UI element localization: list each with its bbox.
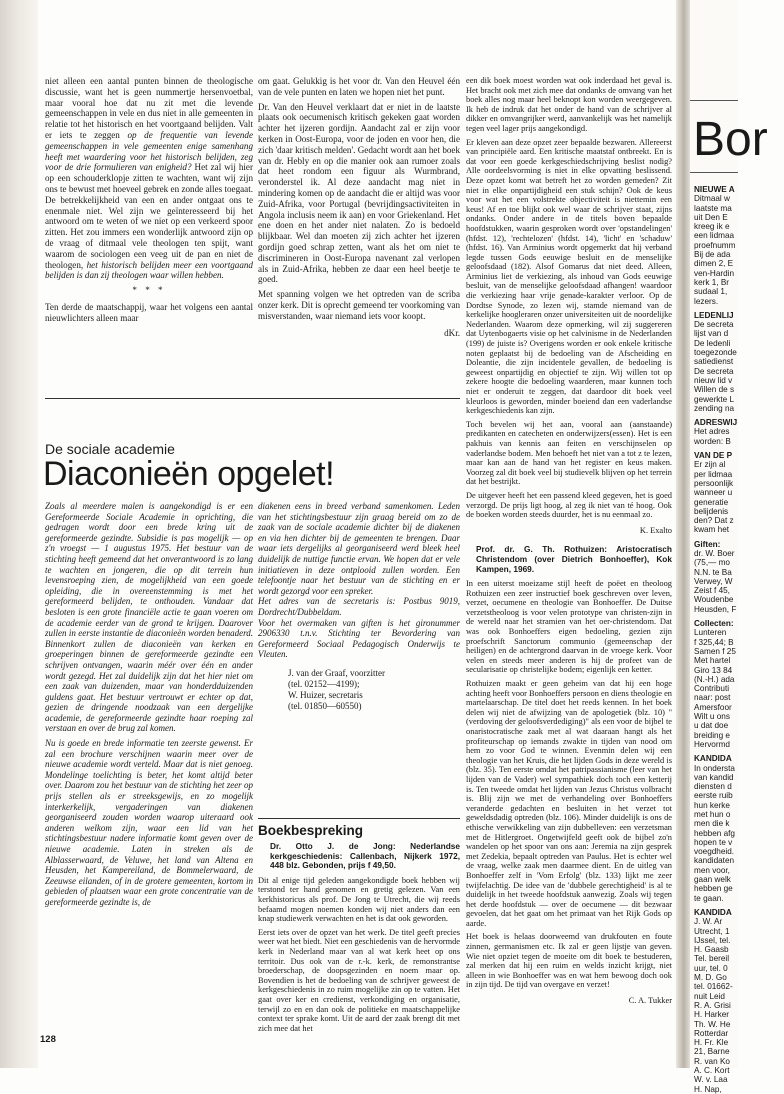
adjacent-page-line: LEDENLIJ (694, 310, 734, 320)
adjacent-page-line: Het adres (694, 427, 730, 437)
boekbespreking-column (258, 842, 460, 1037)
adjacent-page-line: te gaan. (694, 893, 724, 903)
adjacent-page-line: ven-Hardin (694, 268, 735, 278)
adjacent-page-line: eerste ruib (694, 791, 733, 801)
adjacent-page-line: Lunteren (694, 628, 727, 638)
text-run-italic: het historisch belijden meer een voortgaand belijden is dan zij theologen waar willen hebben. (45, 259, 253, 281)
review-paragraph: een dik boek moest worden wat ook inderdaad het geval is. Het bracht ook met zich mee dat ondanks de omvang van het boek alles nog maar heel beknopt kon worden weergegeven. Ik heb de indruk dat het onder de hand van de schrijver al dikker en omvangrijker werd, aanvankelijk was het namelijk tegen veel lager prijs aangekondigd. (466, 76, 672, 133)
adjacent-page-line: gaan welk (694, 875, 731, 885)
adjacent-page-line: gewerkte L (694, 394, 735, 404)
book-review-column (466, 76, 672, 1006)
adjacent-page-line: f 325,44; B (694, 637, 734, 647)
top-article-column-2 (258, 76, 460, 338)
top-article-paragraph: Met spanning volgen we het optreden van de scriba onzer kerk. Dit is oprecht gemeend ter voorkoming van misverstanden, waar niemand iets voor koopt. (258, 289, 460, 321)
adjacent-page-line: diensten d (694, 782, 732, 792)
section-divider (45, 398, 460, 399)
adjacent-page-line: Ditmaal w (694, 194, 730, 204)
contact-block (288, 668, 460, 712)
review-paragraph: In een uiterst moeizame stijl heeft de poëet en theoloog Rothuizen een zeer instructief boek geschreven over leven, verzet, oecumene en theologie van Bonhoeffer. De Duitse verzetstheoloog is voor velen prototype van christen-zijn in de wereld naar het stramien van het oer-christendom. Dat was ook Bonhoeffers eigen bedoeling, gezien zijn proefschrift Sanctorum communio (gemeenschap der heiligen) en de achtergrond daarvan in de vroege kerk. Voor velen en steeds meer anderen is hij de profeet van de secularisatie op christelijke bodem; eigenlijk een ketter. (466, 579, 672, 675)
adjacent-page-line: belijdenis (694, 506, 729, 516)
adjacent-page-line: Utrecht, 1 (694, 926, 730, 936)
adjacent-page-line: van kandid (694, 772, 734, 782)
adjacent-page-line: H. Fr. Kle (694, 1038, 729, 1048)
adjacent-page-line: VAN DE P (694, 451, 733, 461)
adjacent-page-line: uit Den E (694, 212, 728, 222)
adjacent-page-line: Collecten: (694, 619, 734, 629)
adjacent-page-line: Bij de ada (694, 250, 731, 260)
adjacent-page-line: J. W. Ar (694, 917, 723, 927)
adjacent-page-line: Giften: (694, 539, 721, 549)
review-paragraph: Er kleven aan deze opzet zeer bepaalde bezwaren. Allereerst van principiële aard. Een kritische maatstaf ontbreekt. En is dat voor een goede kerkgeschiedschrijving beslist nodig? Alle oordeelsvorming is niet in elke opvatting beslissend. Deze opzet komt wat betreft het zo worden gemeden? Zit niet in elke onpartijdigheid een stuk schijn? Ook de keus voor wat het een volstrekte objectiviteit is niettemin een keus! Af en toe blijkt ook wel waar de schrijver staat, zijns ondanks. Onder andere in de titels boven bepaalde hoofdstukken, waarin gesproken wordt over 'opstandelingen' (hfdst. 12), 'rechtelozen' (hfdst. 14), 'licht' en 'schaduw' (hfdst. 16). Van Arminius wordt opgemerkt dat hij verband legde tussen Gods eeuwige besluit en de menselijke geloofsdaad (182). Alsof Gomarus dat niet deed. Alleen, Arminius liet de verkiezing, als inhoud van Gods eeuwige besluit, van de menselijke geloofsdaad afhangen! waardoor die verkiezing haar vrije genade-karakter verloor. Op de Dordtse Synode, zo lezen wij, stamde niemand van de kerkelijke hoogleraren onzer universiteiten uit de noordelijke Nederlanden. Waarom deze opmerking, wil zij suggereren dat Uytenbogaerts visie op het calvinisme in de Nederlanden (199) de juiste is? Overigens worden er ook enkele kritische noten geplaatst bij de bedoeling van de Afscheiding en Doleantie, die zijn incidentele gevallen, de bedoeling is geweest onpartijdig en objectief te zijn. Wij willen tot op zekere hoogte die bedoeling waarderen, maar kunnen toch niet er onderuit te zeggen, dat daardoor dit boek veel kleurloos is geworden, minder boeiend dan een vaderlandse kerkgeschiedenis kan zijn. (466, 137, 672, 416)
text-run-italic: op de frequentie van levende gemeenschappen in vele gemeenten enige samenhang heeft met waardering voor het historisch belijden, zeg voor de drie formulieren van enigheid? (45, 129, 253, 173)
adjacent-page-line: voegdheid. (694, 847, 735, 857)
adjacent-page-line: met hun o (694, 810, 731, 819)
adjacent-page-line: persoonlijk (694, 478, 734, 488)
top-article-author: dKr. (444, 327, 460, 338)
adjacent-page-line: dimen 2, E (694, 259, 734, 269)
adjacent-page-line: Contributi (694, 684, 730, 694)
page-number: 128 (40, 1034, 56, 1045)
adjacent-page-line: Wilt u ons (694, 712, 730, 722)
adjacent-page-text (694, 180, 784, 1094)
adjacent-page-line: H. Nap, (694, 1084, 722, 1094)
review-paragraph: Het boek is helaas doorweemd van drukfouten en foute zinnen, germanismen etc. Ik zal er geen lijstje van geven. Wie niet opziet tegen de moeite om dit boek te bestuderen, zal merken dat hij een ruim en welds inzicht krijgt, niet alleen in wie Bonhoeffer was en wat hem bewoog doch ook in zijn tijd. De tijd van overgave en verzet! (466, 932, 672, 990)
adjacent-page-line: Heusden, F (694, 604, 737, 614)
adjacent-page-line: R. A. Grisi (694, 1000, 731, 1010)
adjacent-page-line: sudaal 1, (694, 287, 728, 297)
adjacent-page-line: hun kerke (694, 800, 730, 810)
review-paragraph: Rothuizen maakt er geen geheim van dat hij een hoge achting heeft voor Bonhoeffers persoon en diens theologie en martelaarschap. De titel doet het reeds kennen. In het boek delen wij niet de afwijzing van de apologetiek (blz. 10) "(verdoving der geloofsverdediging)" als een voor de bijbel te onaristocratische zaak met al wat daaraan hangt als het profiteurschap op iemands zwakte in tijden van nood om hem zo voor God te winnen. Evenmin delen wij een theologie van het Kruis, die het lijden Gods in deze wereld is (blz. 35). Ten eerste omdat het patripassianisme (leer van het lijden van de Vader) wel sympathiek doch toch een ketterij is. Ten tweede omdat het lijden van Jezus Christus volbracht is. Blij zijn we met de verhandeling over Bonhoeffers veranderde gedachten en besluiten in het verzet tot geweldsdadig optreden (blz. 106). Minder duidelijk is ons de ethische verwikkeling van zijn dubbelleven: een verzetsman met de Hitlergroet. Ongetwijfeld geeft ook de bijbel zo'n wandelen op het spoor van ons aan: Jeremia na zijn gesprek met Zedekia, bepaalt optreden van Paulus. Het is echter wel de vraag, welke zaak men daarmee dient. En de uitleg van Bonhoeffer zelf in 'Vom Erfolg' (blz. 133) lijkt me zeer twijfelachtig. De idee van de 'dubbele gerechtigheid' is al te duidelijk in het tweede hoofdstuk aanwezig. Zoals wij tegen het derde hoofdstuk — over de oecumene — dit bezwaar gevoelen, dat het gaat om het primaat van het Rijk Gods op aarde. (466, 679, 672, 928)
adjacent-page-line: den? Dat z (694, 516, 734, 526)
adjacent-page-line: NIEUWE A (694, 185, 735, 194)
adjacent-page-line: (N.-H.) ada (694, 674, 735, 684)
adjacent-page-line: naar: post (694, 693, 731, 703)
adjacent-page-line: wanneer u (694, 488, 733, 498)
adjacent-page-line: tel. 01662- (694, 982, 733, 992)
adjacent-page-line: De secreta (694, 320, 734, 330)
adjacent-page-line: 21, Barne (694, 1047, 730, 1057)
adjacent-page-line: laatste ma (694, 203, 732, 213)
adjacent-page-line: hopen te v (694, 837, 733, 847)
adjacent-page-line: hebben afg (694, 828, 735, 838)
adjacent-page-line: worden: B (694, 436, 731, 446)
contact-line: (tel. 02152—4199); (288, 678, 360, 689)
adjacent-page-line: Zeist f 45, (694, 586, 730, 596)
adjacent-page-line: satiedienst (694, 357, 734, 367)
adjacent-page-line: Hervormd (694, 739, 730, 749)
review-section-heading: Boekbespreking (258, 823, 364, 838)
adjacent-page-line: KANDIDA (694, 754, 732, 764)
adjacent-page-line: In ondersta (694, 763, 735, 773)
adjacent-page-line: kerk 1, Br (694, 277, 730, 287)
adjacent-page-line: kwam het (694, 525, 730, 535)
section-divider (258, 818, 460, 819)
adjacent-page-line: een lidmaa (694, 231, 735, 241)
adjacent-page-line: KANDIDA (694, 907, 732, 917)
adjacent-page-line: A. C. Kort (694, 1066, 730, 1076)
adjacent-page-line: men die k (694, 819, 730, 829)
adjacent-page-line: (75,— mo (694, 558, 730, 568)
adjacent-page-line: breiding e (694, 730, 730, 740)
adjacent-page-line: Er zijn al (694, 460, 726, 470)
adjacent-page-title: Bor (693, 113, 768, 166)
academy-paragraph: Zoals al meerdere malen is aangekondigd is er een Gereformeerde Sociale Academie in oprichting, die gedragen wordt door een brede kring uit de gereformeerde gezindte. Subsidie is pas mogelijk — op z'n vroegst — 1 augustus 1975. Het bestuur van de stichting heeft gemeend dat het onverantwoord is zo lang te wachten en jongeren, die op dit terrein hun levensroeping zien, de mogelijkheid van een goede opleiding, die in overeenstemming is met het gereformeerd belijden, te onthouden. Vandaar dat besloten is een grote financiële actie te gaan voeren om de academie eerder van de grond te krijgen. Daarover zullen in eerste instantie de diaconieën worden benaderd. Binnenkort zullen de diaconieën van kerken en groeperingen binnen de gereformeerde gezindte een schrijven ontvangen, waarin méér over één en ander wordt gezegd. Het zal duidelijk zijn dat het hier niet om een zaak van duizenden, maar van honderdduizenden guldens gaat. Het bestuur vertrouwt er echter op dat, gezien de dringende noodzaak van een dergelijke academie, de gereformeerde gezindte haar roeping zal verstaan en over de brug zal komen. (45, 501, 253, 734)
academy-column-1 (45, 501, 253, 912)
adjacent-page-line: Tel. bereil (694, 954, 730, 964)
adjacent-page-line: W. v. Laa (694, 1075, 728, 1085)
adjacent-page-line: nieuw lid v (694, 375, 733, 385)
adjacent-page-line: Rotterdar (694, 1028, 729, 1038)
adjacent-page-line: men voor, (694, 865, 730, 875)
adjacent-page-line: generatie (694, 497, 729, 507)
top-article-paragraph: Dr. Van den Heuvel verklaart dat er niet in de laatste plaats ook oecumenisch kritisch gekeken gaat worden achter het ijzeren gordijn. Aandacht zal er zijn voor kerken in Oost-Europa, voor de joden en voor hen, die zich 'daar kritisch melden'. Gedacht wordt aan het boek van dr. Hebly en op die manier ook aan rumoer zoals dat heet rondom een figuur als Wurmbrand, veronderstel ik. Al deze aandacht mag niet in mindering komen op de aandacht die er altijd was voor Zuid-Afrika, voor Portugal (bevrijdingsactiviteiten in Angola inclusis neem ik aan) en voor Griekenland. Het ene doen en het ander niet nalaten. Zo is bedoeld blijkbaar. Wel dan moeten zij zich achter het ijzeren gordijn goed schrap zetten, want als het om niet te discrimineren in Oost-Europa navenant zal verlopen als in Zuid-Afrika, hebben ze daar een heel beetje te goed. (258, 101, 460, 285)
adjacent-page-line: De secreta (694, 366, 734, 376)
adjacent-page-line: ADRESWIJ (694, 418, 738, 428)
adjacent-page-line: Th. W. He (694, 1019, 731, 1029)
adjacent-page-line: H. Harker (694, 1010, 730, 1020)
adjacent-page (690, 0, 768, 1094)
section-label: De sociale academie (45, 441, 175, 457)
adjacent-page-line: u dat doe (694, 721, 729, 731)
adjacent-page-line: R. van Ko (694, 1056, 730, 1066)
adjacent-page-line: uur, tel. 0 (694, 963, 728, 973)
text-run: niet alleen een aantal punten binnen de theologische discussie, want het is geen nummertje hersenvoetbal, maar vooral hoe dat nu zit met die levende gemeenschappen in vele en dus niet in alle gemeenten in relatie tot het historisch en het voortgaand belijden. Valt er iets te zeggen (45, 76, 253, 140)
review-paragraph: De uitgever heeft het een passend kleed gegeven, het is goed verzorgd. De prijs ligt hoog, al zeg ik niet van té hoog. Ook de boeken worden steeds duurder, het is nu eenmaal zo. (466, 490, 672, 520)
top-article-column-1 (45, 76, 253, 328)
review-paragraph: Dit al enige tijd geleden aangekondigde boek hebben wij terstond ter hand genomen en gretig gelezen. Van een kerkhistoricus als prof. De Jong te Utrecht, die wij reeds befaamd mogen noemen konden wij niet anders dan een knap studiewerk verwachten en het is dat ook geworden. (258, 875, 460, 924)
adjacent-page-line: M. D. Go (694, 973, 727, 983)
adjacent-page-line: proefnumm (694, 240, 736, 250)
adjacent-page-line: Woudenbe (694, 595, 734, 605)
adjacent-page-line: Samen f 25 (694, 646, 736, 656)
adjacent-page-line: De ledenli (694, 338, 731, 348)
page-headline: Diaconieën opgelet! (43, 455, 335, 493)
adjacent-page-line: kandidaten (694, 856, 735, 866)
adjacent-page-line: lezers. (694, 296, 719, 306)
adjacent-page-line: Met hartel (694, 656, 731, 666)
contact-line: J. van der Graaf, voorzitter (288, 667, 385, 678)
adjacent-page-line: per lidmaa (694, 469, 733, 479)
book-reference: Dr. Otto J. de Jong: Nederlandse kerkgeschiedenis: Callenbach, Nijkerk 1972, 448 blz. Gebonden, prijs f 49,50. (270, 841, 460, 871)
adjacent-page-rule (690, 100, 738, 101)
academy-column-2 (258, 501, 460, 712)
adjacent-page-line: H. Gaasb (694, 945, 729, 955)
top-article-paragraph: Ten derde de maatschappij, waar het volgens een aantal nieuwlichters alleen maar (45, 301, 253, 323)
contact-line: W. Huizer, secretaris (288, 689, 363, 700)
adjacent-page-line: toegezonde (694, 348, 737, 358)
book-reference: Prof. dr. G. Th. Rothuizen: Aristocratisch Christendom (over Dietrich Bonhoeffer), Kok Kampen, 1969. (476, 544, 672, 574)
adjacent-page-line: Verwey, W (694, 576, 733, 586)
adjacent-page-line: Giro 13 84 (694, 665, 733, 675)
adjacent-page-line: N.N. te Ba (694, 567, 732, 577)
academy-paragraph: Nu is goede en brede informatie ten zeerste gewenst. Er zal een brochure verschijnen waarin meer over de nieuwe academie wordt verteld. Maar dat is niet genoeg. Mondelinge toelichting is beter, het komt altijd beter over. Daarom zou het bestuur van de stichting het zeer op prijs stellen als er streeksgewijs, en zo mogelijk interkerkelijk, vergaderingen van diakenen georganiseerd zouden worden waarop uiteraard ook anderen welkom zijn, waar een lid van het stichtingsbestuur nadere informatie komt geven over de nieuwe academie. Laten in streken als de Alblasserwaard, de Veluwe, het land van Altena en Heusden, het Kampereiland, de Bommelerwaard, de Zeeuwse eilanden, of in de grotere gemeenten, kortom in gebieden of plaatsen waar een grote concentratie van de gereformeerde gezindte is, de (45, 738, 253, 907)
review-signature: K. Exalto (639, 525, 672, 535)
adjacent-page-line: Amersfoor (694, 702, 732, 712)
adjacent-page-rule (690, 172, 738, 173)
section-separator-stars: * * * (132, 285, 166, 296)
adjacent-page-line: nuit Leid (694, 991, 725, 1001)
review-paragraph: Toch bevelen wij het aan, vooral aan (aanstaande) predikanten en catecheten en onderwijzers(essen). Het is een pakhuis van kennis aan feiten en verschijnselen op vaderlandse bodem. Men behoeft het niet van a tot z te lezen, maar kan aan de hand van het register en keus maken. Voorzeg zal dit boek veel bij studievelk blijven op het terrein dat het bestrijkt. (466, 419, 672, 487)
adjacent-page-line: hebben ge (694, 884, 733, 894)
review-paragraph: Eerst iets over de opzet van het werk. De titel geeft precies weer wat het biedt. Niet een geschiedenis van de hervormde kerk in Nederland maar van al wat kerk heet op ons territoir. Dus ook van de r.-k. kerk, de remonstrantse broederschap, de doopsgezinden en noem maar op. Bovendien is het de bedoeling van de schrijver geweest de kerkgeschiedenis in zo ruim mogelijke zin op te vatten. Het gaat over ker en credienst, verkondiging en organisatie, terwijl zo en en dan ook de politieke en maatschappelijke context ter sprake komt. Uit de aard der zaak brengt dit met zich mee dat het (258, 927, 460, 1033)
review-signature: C. A. Tukker (628, 996, 672, 1006)
adjacent-page-line: kreeg ik e (694, 222, 730, 232)
adjacent-page-line: lijst van d (694, 329, 729, 339)
adjacent-page-line: dr. W. Boer (694, 548, 735, 558)
adjacent-page-line: IJssel, tel. (694, 935, 731, 945)
adjacent-page-line: zending na (694, 403, 735, 413)
academy-paragraph: diakenen eens in breed verband samenkomen. Leden van het stichtingsbestuur zijn graag bereid om zo de zaak van de sociale academie dichter bij de diakenen en via hen dichter bij de gemeenten te brengen. Daar waar iets dergelijks al georganiseerd werd bleek heel duidelijk de nuttige functie ervan. We hopen dat er vele initiatieven in deze ontplooid zullen worden. Een telefoontje naar het bestuur van de stichting en er wordt gezorgd voor een spreker. Het adres van de secretaris is: Postbus 9019, Dordrecht/Dubbeldam. Voor het overmaken van giften is het gironummer 2906330 t.n.v. Stichting ter Bevordering van Gereformeerd Sociaal Pedagogisch Onderwijs te Vleuten. (258, 501, 460, 660)
text-run: Het zal wij hier op een schouderklopje zitten te wachten, want wij zijn ons te bewust met hoeveel gebrek en zonde alles toegaat. De betrekkelijkheid van een en ander ontgaat ons te enenmale niet. Wel zijn we geïnteresseerd bij het antwoord om te weten of we niet op een verkeerd spoor zitten. Het zou immers een wonderlijk antwoord zijn op de vraag of ditmaal vele theologen ten spijt, want waarom de sociologen een veeg uit de pan en niet de theologen, (45, 162, 253, 270)
contact-line: (tel. 01850—60550) (288, 700, 362, 711)
adjacent-page-line: Willen de s (694, 385, 735, 395)
top-article-paragraph (45, 76, 253, 281)
page-gutter (676, 0, 690, 1068)
book-spine-shadow (0, 0, 38, 1068)
top-article-paragraph: om gaat. Gelukkig is het voor dr. Van den Heuvel één van de vele punten en laten we hopen niet het punt. (258, 76, 460, 97)
